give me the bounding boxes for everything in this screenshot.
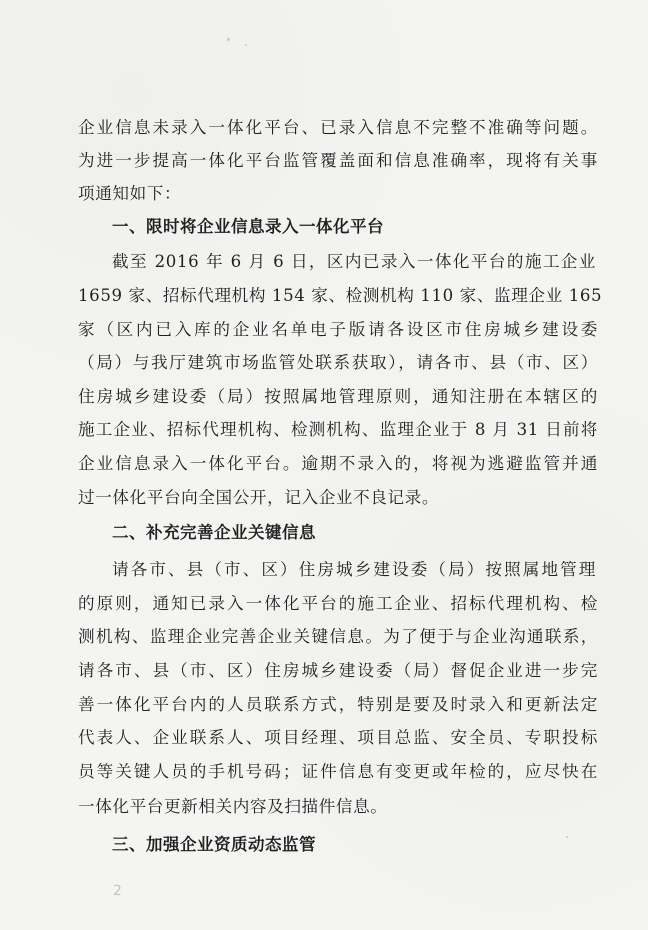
section-2-body-line: 代表人、企业联系人、项目经理、项目总监、安全员、专职投标 (78, 728, 598, 747)
section-1-body-line: 住房城乡建设委（局）按照属地管理原则，通知注册在本辖区的 (78, 387, 598, 406)
section-2-body-line: 员等关键人员的手机号码；证件信息有变更或年检的，应尽快在 (78, 762, 598, 781)
section-2-body-line: 一体化平台更新相关内容及扫描件信息。 (78, 797, 388, 816)
section-heading-1: 一、限时将企业信息录入一体化平台 (112, 217, 384, 236)
section-2-body-line: 测机构、监理企业完善企业关键信息。为了便于与企业沟通联系， (78, 627, 598, 646)
paragraph-continuation-line: 企业信息未录入一体化平台、已录入信息不完整不准确等问题。 (78, 118, 598, 137)
section-1-body-line: 1659 家、招标代理机构 154 家、检测机构 110 家、监理企业 165 (78, 286, 603, 305)
scan-speck (245, 44, 247, 46)
section-2-body-line: 善一体化平台内的人员联系方式，特别是要及时录入和更新法定 (78, 695, 598, 714)
section-1-body-line: 截至 2016 年 6 月 6 日，区内已录入一体化平台的施工企业 (112, 252, 596, 271)
section-2-body-line: 请各市、县（市、区）住房城乡建设委（局）按照属地管理 (112, 560, 596, 579)
section-1-body-line: 过一体化平台向全国公开，记入企业不良记录。 (78, 488, 440, 507)
page-number: 2 (113, 883, 122, 899)
section-2-body-line: 请各市、县（市、区）住房城乡建设委（局）督促企业进一步完 (78, 661, 598, 680)
section-1-body-line: 家（区内已入库的企业名单电子版请各设区市住房城乡建设委 (78, 320, 598, 339)
section-1-body-line: 企业信息录入一体化平台。逾期不录入的，将视为逃避监管并通 (78, 454, 598, 473)
scan-speck (227, 38, 230, 41)
section-heading-2: 二、补充完善企业关键信息 (112, 523, 316, 542)
section-1-body-line: 施工企业、招标代理机构、检测机构、监理企业于 8 月 31 日前将 (78, 420, 598, 439)
section-heading-3: 三、加强企业资质动态监管 (112, 835, 316, 854)
scan-speck (566, 836, 568, 838)
section-1-body-line: （局）与我厅建筑市场监管处联系获取），请各市、县（市、区） (78, 353, 598, 372)
intro-line: 为进一步提高一体化平台监管覆盖面和信息准确率，现将有关事 (78, 151, 598, 170)
section-2-body-line: 的原则，通知已录入一体化平台的施工企业、招标代理机构、检 (78, 594, 598, 613)
intro-line: 项通知如下： (78, 184, 182, 203)
